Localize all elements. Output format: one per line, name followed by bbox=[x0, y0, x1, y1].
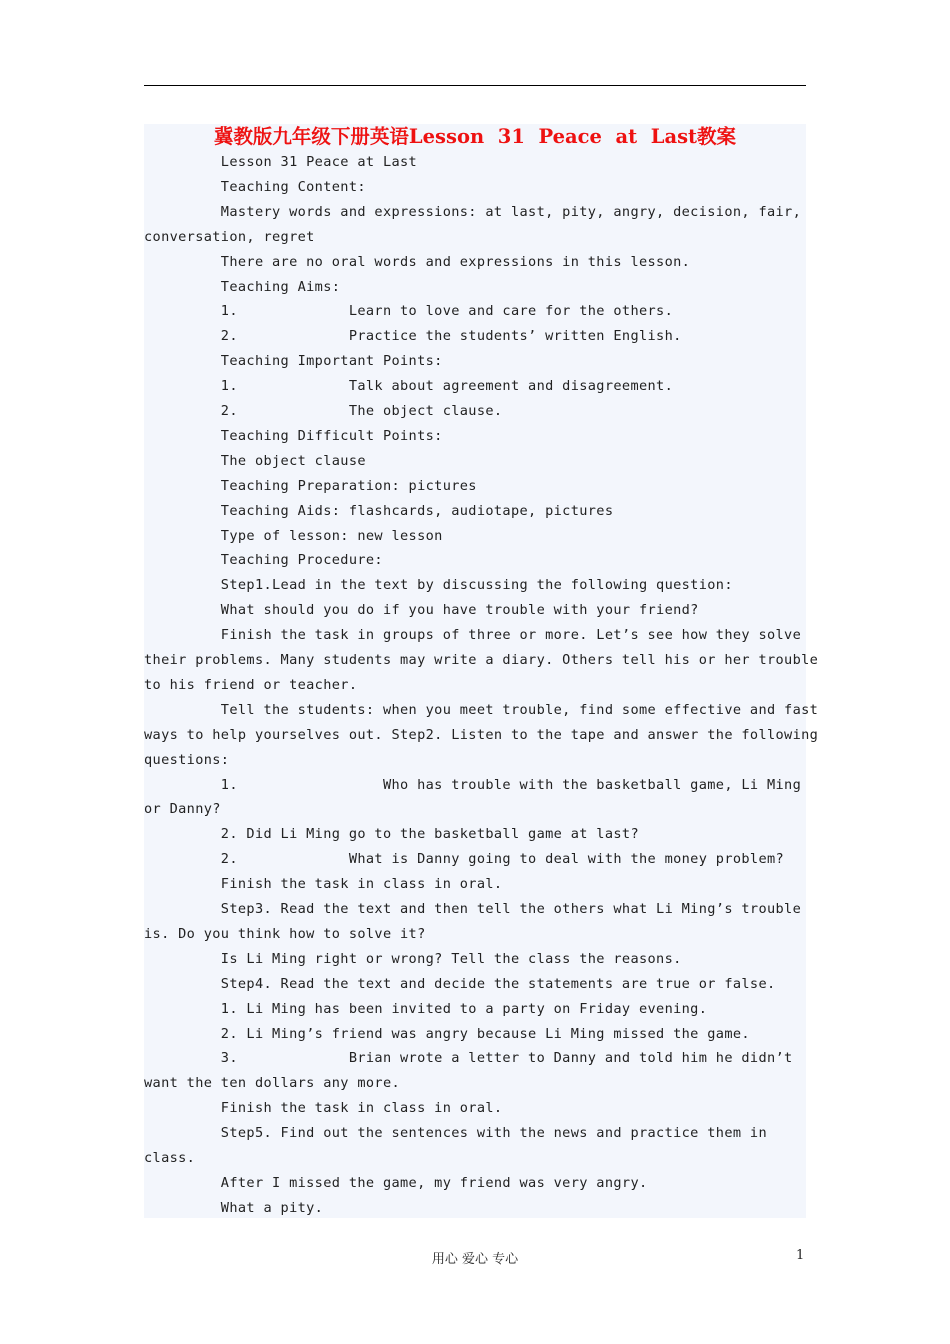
body-text-line: want the ten dollars any more. bbox=[144, 1075, 401, 1092]
body-text-line: Teaching Content: bbox=[144, 178, 366, 195]
body-text-line: Is Li Ming right or wrong? Tell the class the reasons. bbox=[144, 950, 682, 967]
page-number: 1 bbox=[796, 1248, 805, 1263]
body-text-line: or Danny? bbox=[144, 801, 221, 818]
body-text-line: Lesson 31 Peace at Last bbox=[144, 154, 418, 170]
body-text-line: There are no oral words and expressions in this lesson. bbox=[144, 253, 691, 270]
body-text-line: 3. Brian wrote a letter to Danny and told him he didn’t bbox=[144, 1050, 793, 1067]
body-text-line: 1. Learn to love and care for the others. bbox=[144, 303, 674, 320]
body-text-line: Finish the task in groups of three or more. Let’s see how they solve bbox=[144, 627, 802, 644]
body-text-line: 2. Practice the students’ written English. bbox=[144, 328, 682, 345]
footer-slogan: 用心 爱心 专心 bbox=[431, 1252, 519, 1267]
body-text-line: conversation, regret bbox=[144, 228, 315, 245]
body-text-line: Teaching Procedure: bbox=[144, 552, 383, 569]
body-text-line: 2. Did Li Ming go to the basketball game at last? bbox=[144, 826, 639, 843]
body-text-line: to his friend or teacher. bbox=[144, 676, 358, 693]
body-text-line: class. bbox=[144, 1150, 196, 1166]
body-text-line: ways to help yourselves out. Step2. Listen to the tape and answer the following bbox=[144, 726, 819, 743]
body-text-line: 1. Who has trouble with the basketball game, Li Ming bbox=[144, 776, 802, 793]
body-text-line: 2. What is Danny going to deal with the money problem? bbox=[144, 851, 785, 868]
body-text-line: Finish the task in class in oral. bbox=[144, 1100, 503, 1117]
body-text-line: After I missed the game, my friend was very angry. bbox=[144, 1174, 648, 1191]
body-text-line: Teaching Important Points: bbox=[144, 353, 443, 370]
body-text-line: Step5. Find out the sentences with the news and practice them in bbox=[144, 1125, 767, 1142]
body-text-line: 1. Talk about agreement and disagreement. bbox=[144, 378, 674, 395]
body-text-line: 1. Li Ming has been invited to a party on Friday evening. bbox=[144, 1000, 708, 1017]
body-text-line: What a pity. bbox=[144, 1199, 324, 1216]
body-text-line: 2. Li Ming’s friend was angry because Li Ming missed the game. bbox=[144, 1025, 750, 1042]
body-text-line: Type of lesson: new lesson bbox=[144, 527, 443, 544]
document-body bbox=[144, 124, 819, 1218]
document-title: 冀教版九年级下册英语Lesson 31 Peace at Last教案 bbox=[213, 125, 737, 148]
body-text-line: Teaching Preparation: pictures bbox=[144, 477, 477, 494]
body-text-line: Step1.Lead in the text by discussing the following question: bbox=[144, 577, 733, 594]
body-text-line: Tell the students: when you meet trouble, find some effective and fast bbox=[144, 701, 819, 718]
body-text-line: Step3. Read the text and then tell the others what Li Ming’s trouble bbox=[144, 901, 802, 917]
body-text-line: Step4. Read the text and decide the statements are true or false. bbox=[144, 975, 776, 992]
body-text-line: questions: bbox=[144, 751, 230, 768]
body-text-line: Teaching Difficult Points: bbox=[144, 427, 443, 444]
body-text-line: Teaching Aims: bbox=[144, 278, 341, 295]
header-rule bbox=[144, 85, 806, 86]
body-text-line: Finish the task in class in oral. bbox=[144, 876, 503, 893]
body-text-line: The object clause bbox=[144, 452, 366, 469]
body-text-line: What should you do if you have trouble with your friend? bbox=[144, 602, 699, 619]
body-text-line: Teaching Aids: flashcards, audiotape, pictures bbox=[144, 502, 614, 519]
body-text-line: their problems. Many students may write a diary. Others tell his or her trouble bbox=[144, 652, 819, 668]
body-text-line: Mastery words and expressions: at last, pity, angry, decision, fair, bbox=[144, 203, 802, 220]
body-text-line: 2. The object clause. bbox=[144, 403, 503, 419]
body-text-line: is. Do you think how to solve it? bbox=[144, 925, 426, 942]
